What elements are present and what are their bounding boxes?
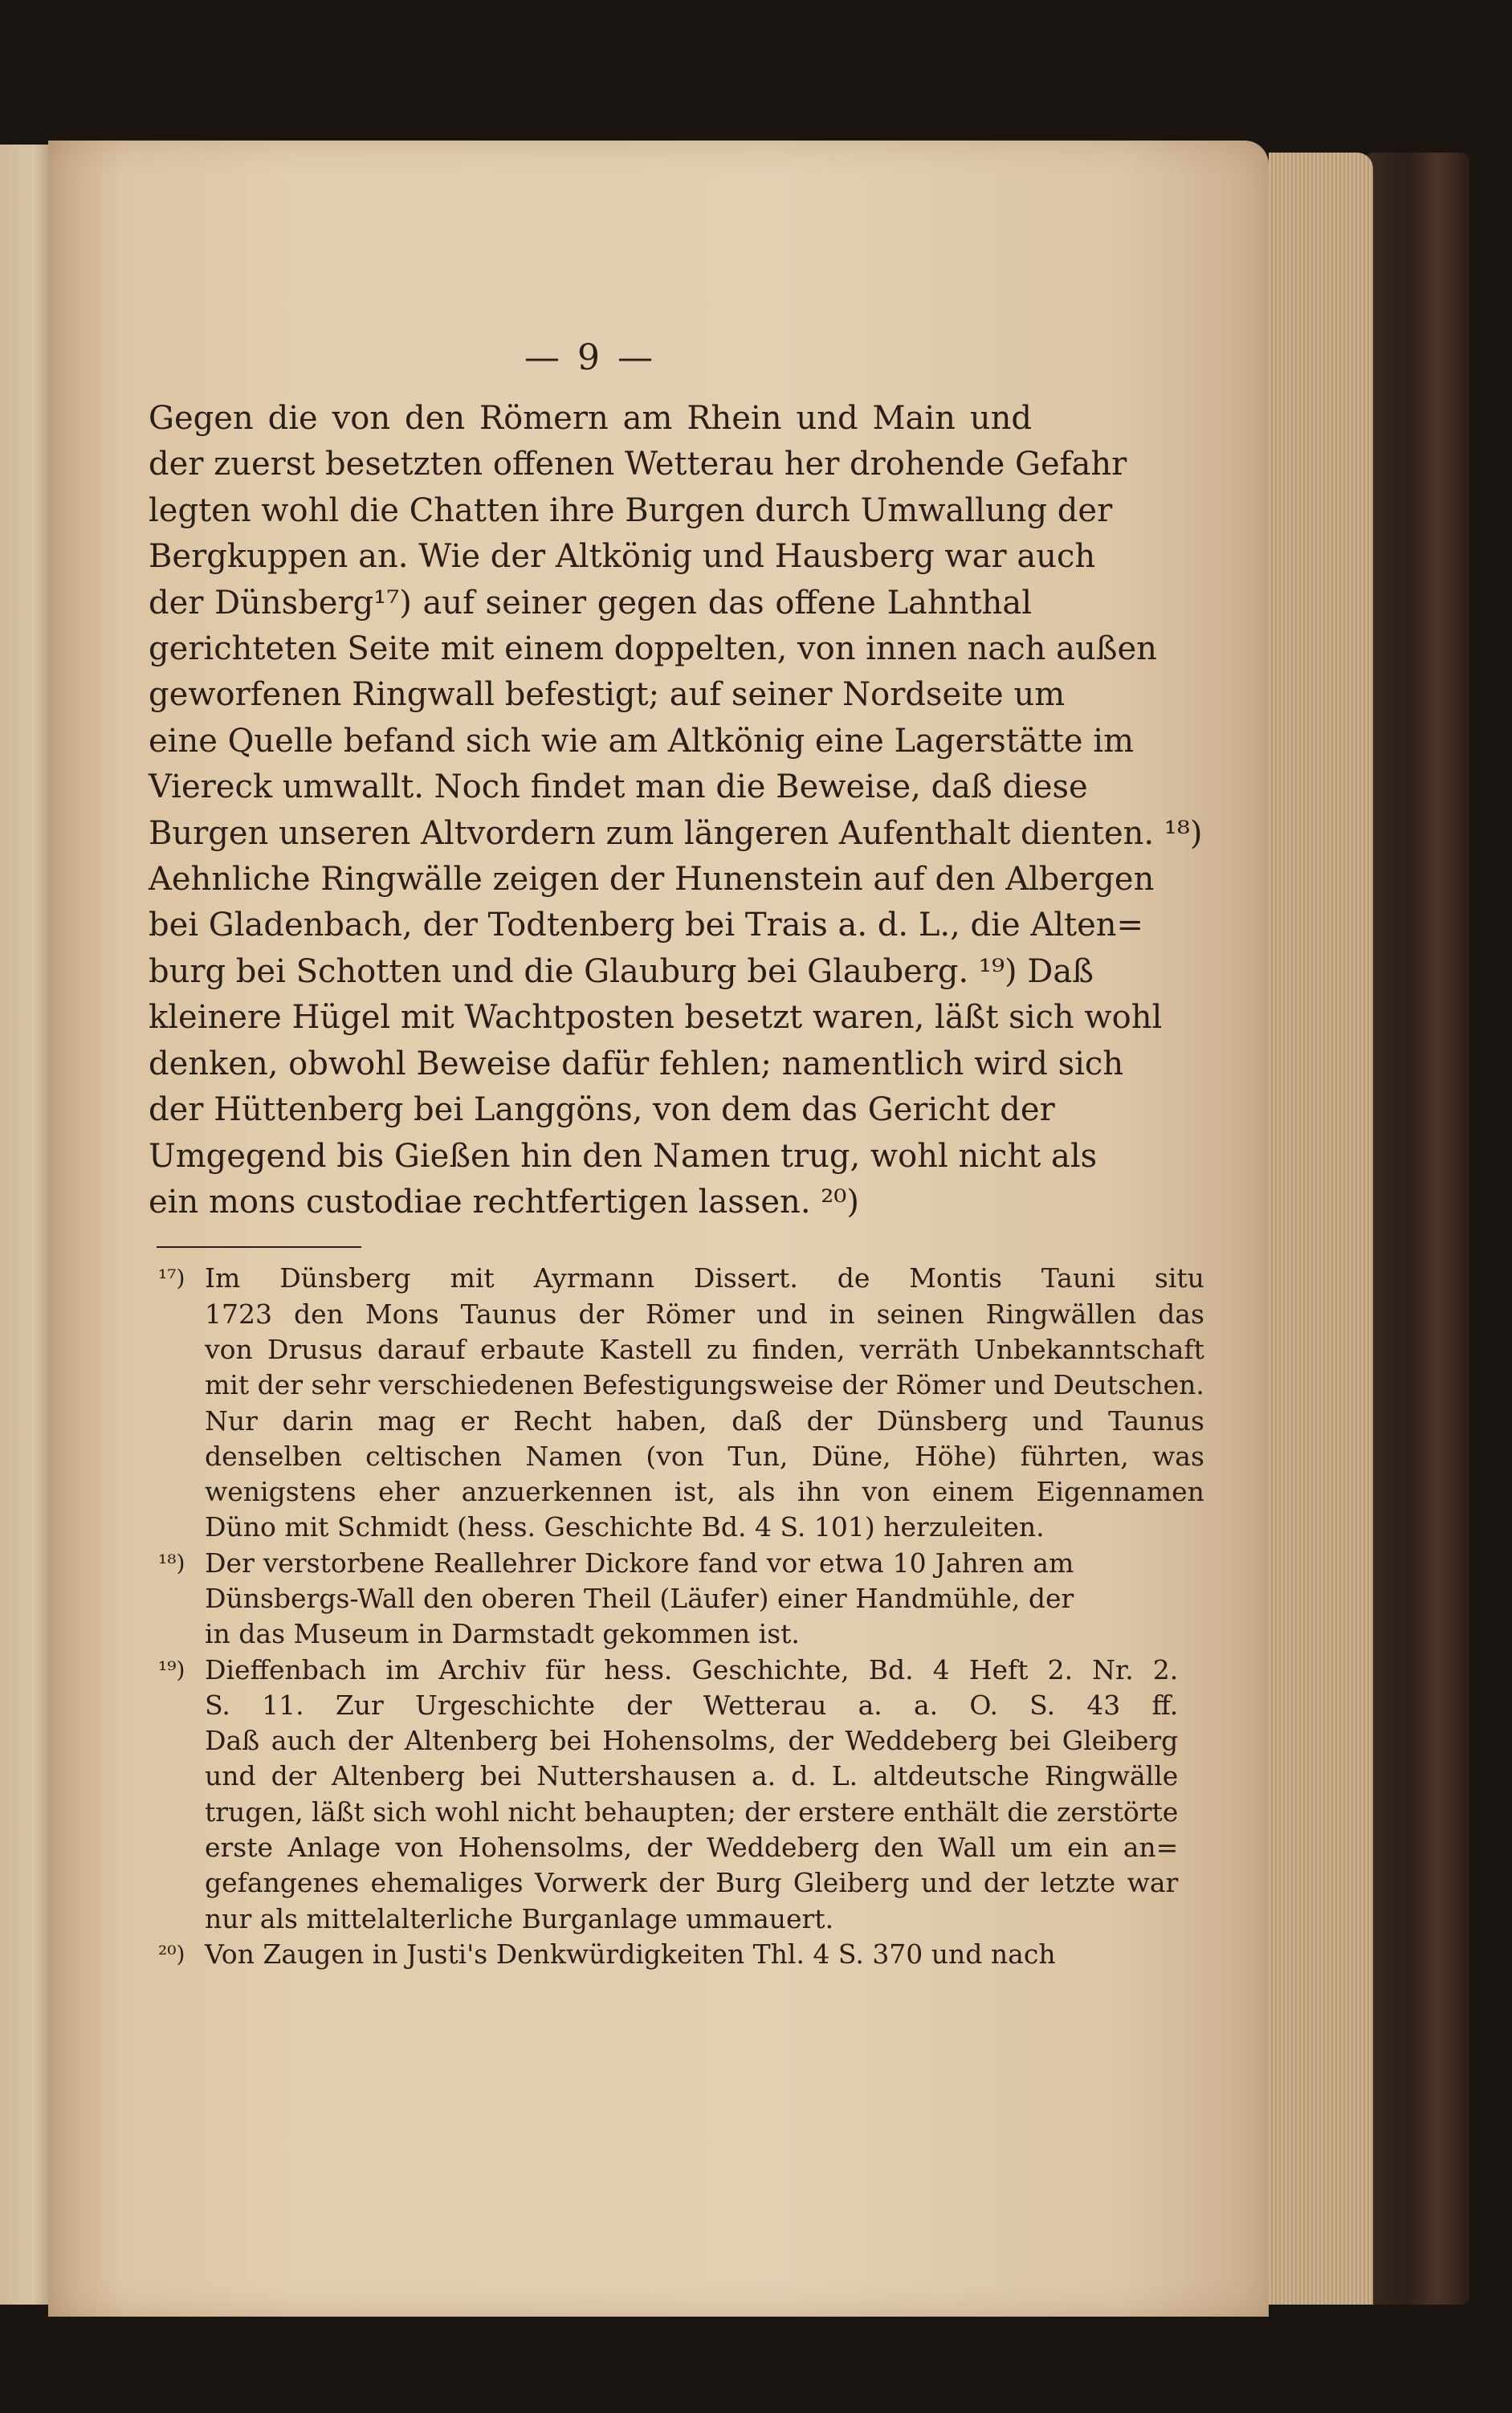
footnote-line: in das Museum in Darmstadt gekommen ist. [205,1618,800,1650]
footnote-line: denselben celtischen Namen (von Tun, Düne, Höhe) führten, was [205,1440,1204,1472]
footnote-line: Dünsbergs-Wall den oberen Theil (Läufer) einer Handmühle, der [205,1582,1074,1614]
footnote-line: Nur darin mag er Recht haben, daß der Dünsberg und Taunus [205,1404,1204,1437]
body-line: burg bei Schotten und die Glauburg bei Glauberg. ¹⁹) Daß [149,952,1094,990]
footnote-line: Im Dünsberg mit Ayrmann Dissert. de Montis Tauni situ [205,1262,1204,1294]
footnote-line: wenigstens eher anzuerkennen ist, als ihn von einem Eigennamen [205,1476,1204,1508]
footnote-line: Düno mit Schmidt (hess. Geschichte Bd. 4 S. 101) herzuleiten. [205,1511,1045,1543]
body-line: denken, obwohl Beweise dafür fehlen; namentlich wird sich [149,1045,1124,1082]
body-line: geworfenen Ringwall befestigt; auf seiner Nordseite um [149,676,1066,714]
body-line: der zuerst besetzten offenen Wetterau her drohende Gefahr [149,446,1127,483]
facing-page-edge [0,145,48,2305]
body-line: der Hüttenberg bei Langgöns, von dem das Gericht der [149,1091,1055,1129]
body-line: Aehnliche Ringwälle zeigen der Hunenstein auf den Albergen [149,861,1155,899]
footnote-mark: ²⁰) [158,1940,185,1967]
footnote-mark: ¹⁹) [158,1656,185,1683]
body-line: legten wohl die Chatten ihre Burgen durch Umwallung der [149,491,1113,529]
footnote-line: Von Zaugen in Justi's Denkwürdigkeiten Thl. 4 S. 370 und nach [205,1938,1056,1970]
footnote-line: 1723 den Mons Taunus der Römer und in seinen Ringwällen das [205,1298,1204,1330]
page-content [149,337,1204,1972]
footnote [149,1937,1056,1972]
body-line: der Dünsberg¹⁷) auf seiner gegen das offene Lahnthal [149,584,1032,622]
footnote [149,1546,1074,1653]
footnote-line: Der verstorbene Reallehrer Dickore fand vor etwa 10 Jahren am [205,1547,1074,1579]
body-line: Bergkuppen an. Wie der Altkönig und Hausberg war auch [149,538,1096,576]
body-line: eine Quelle befand sich wie am Altkönig eine Lagerstätte im [149,722,1135,760]
body-line: Burgen unseren Altvordern zum längeren Aufenthalt dienten. ¹⁸) [149,814,1203,852]
footnote-line: Dieffenbach im Archiv für hess. Geschichte, Bd. 4 Heft 2. Nr. 2. [205,1653,1179,1685]
body-line: kleinere Hügel mit Wachtposten besetzt waren, läßt sich wohl [149,999,1163,1037]
page-number: — 9 — [524,337,656,378]
footnote [149,1261,1204,1545]
footnote-line: und der Altenberg bei Nuttershausen a. d. L. altdeutsche Ringwälle [205,1760,1179,1792]
body-line: ein mons custodiae rechtfertigen lassen. ²⁰) [149,1183,859,1221]
body-line: Umgegend bis Gießen hin den Namen trug, wohl nicht als [149,1137,1098,1175]
footnote-line: nur als mittelalterliche Burganlage ummauert. [205,1902,834,1934]
footnote-mark: ¹⁷) [158,1265,185,1292]
page-edges [1269,153,1373,2305]
footnote-line: S. 11. Zur Urgeschichte der Wetterau a. a. O. S. 43 ff. [205,1689,1179,1721]
footnote-line: mit der sehr verschiedenen Befestigungsweise der Römer und Deutschen. [205,1369,1204,1401]
footnote-line: gefangenes ehemaliges Vorwerk der Burg Gleiberg und der letzte war [205,1867,1179,1899]
body-line: gerichteten Seite mit einem doppelten, von innen nach außen [149,630,1157,668]
body-line: bei Gladenbach, der Todtenberg bei Trais a. d. L., die Alten= [149,907,1144,944]
body-line: Gegen die von den Römern am Rhein und Main und [149,400,1032,437]
footnote-line: erste Anlage von Hohensolms, der Weddeberg den Wall um ein an= [205,1832,1179,1864]
footnote [149,1653,1179,1937]
footnote-line: Daß auch der Altenberg bei Hohensolms, der Weddeberg bei Gleiberg [205,1725,1179,1757]
footnote-line: von Drusus darauf erbaute Kastell zu finden, verräth Unbekanntschaft [205,1333,1204,1365]
body-line: Viereck umwallt. Noch findet man die Beweise, daß diese [149,768,1088,806]
body-text [149,396,1203,1225]
footnote-rule [157,1246,361,1248]
book-binding [1365,153,1469,2305]
footnote-mark: ¹⁸) [158,1549,185,1576]
footnotes [149,1261,1204,1972]
footnote-line: trugen, läßt sich wohl nicht behaupten; der erstere enthält die zerstörte [205,1795,1179,1828]
